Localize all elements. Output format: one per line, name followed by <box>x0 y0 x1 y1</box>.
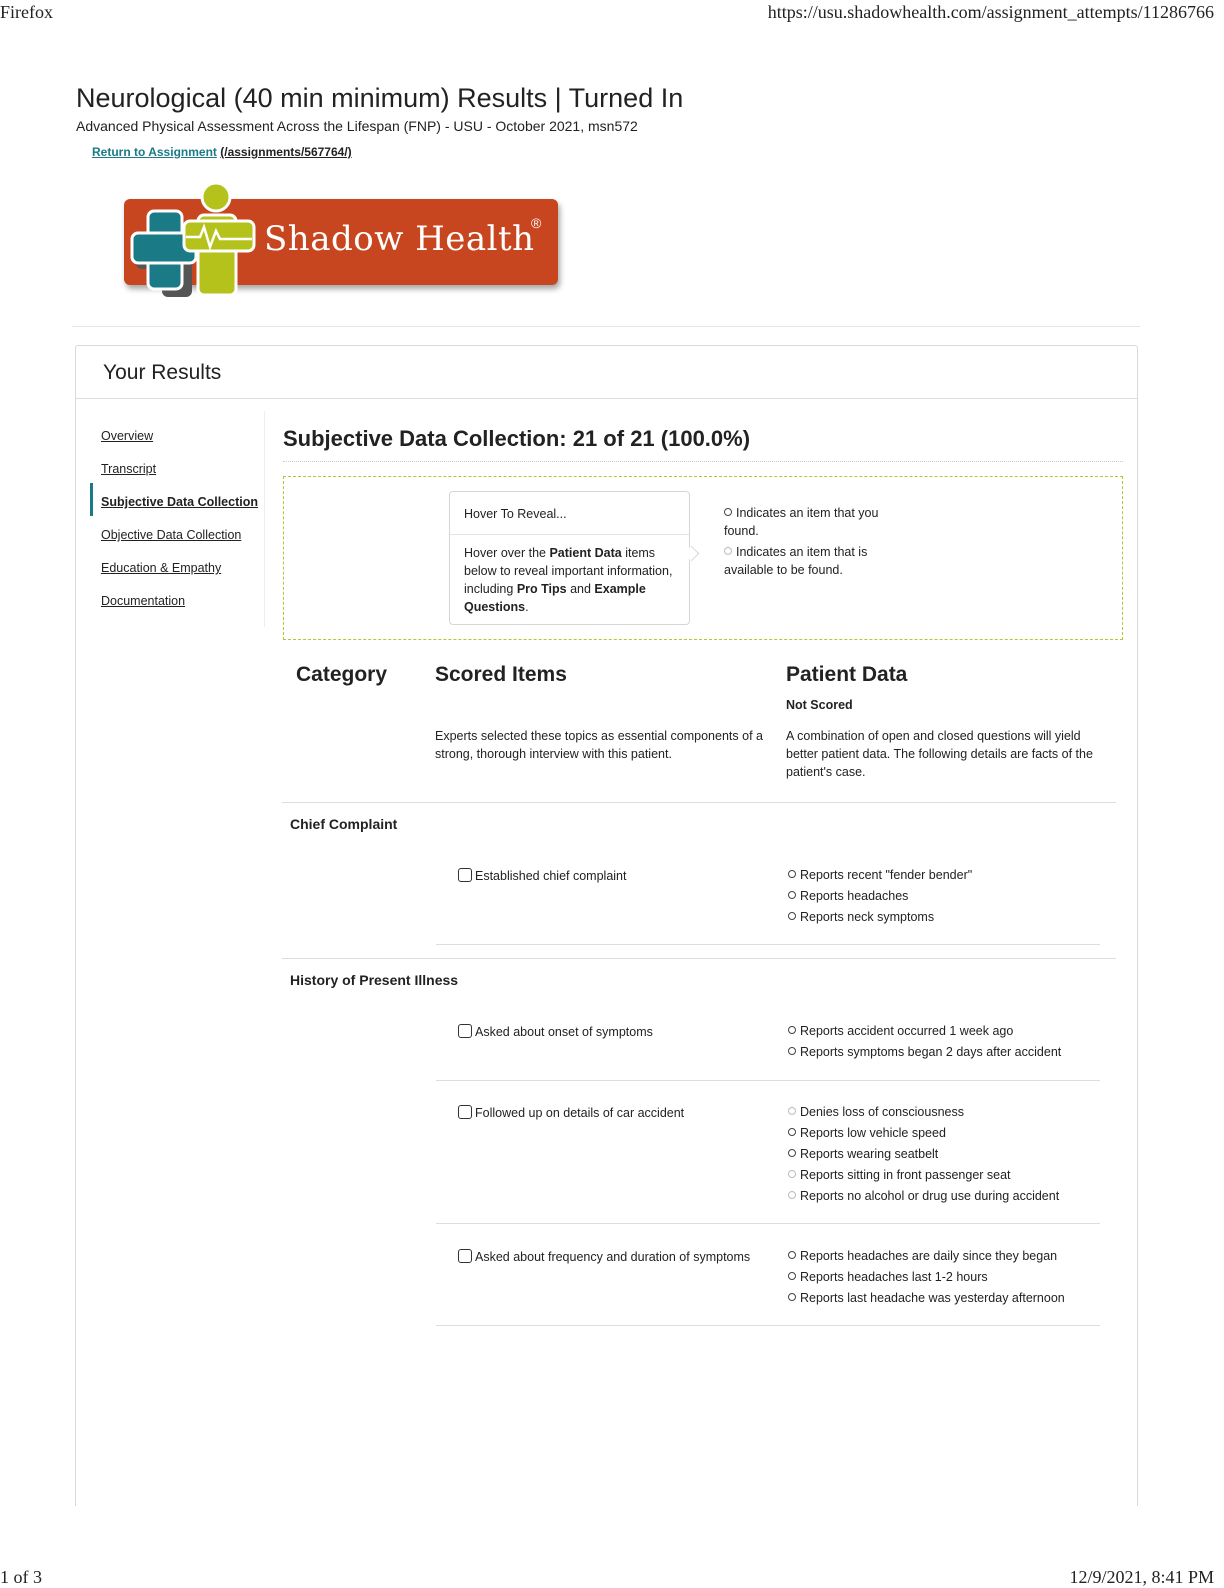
patient-data-text: Reports headaches are daily since they began <box>800 1249 1058 1263</box>
scored-item <box>458 1249 750 1264</box>
page-title: Neurological (40 min minimum) Results | Turned In <box>76 83 684 113</box>
found-circle-icon <box>788 1149 796 1157</box>
hover-card-body <box>464 544 682 616</box>
legend-box <box>283 476 1123 640</box>
item-divider <box>436 1223 1100 1224</box>
patient-data-item[interactable] <box>788 1270 1065 1291</box>
shadow-health-logo <box>118 181 566 301</box>
checkbox-icon <box>458 1249 472 1263</box>
patient-description: A combination of open and closed questions will yield better patient data. The following details are facts of the patient's case. <box>786 729 1093 779</box>
not-scored-label: Not Scored <box>786 698 853 712</box>
patient-data-text: Reports no alcohol or drug use during accident <box>800 1189 1060 1203</box>
print-header-url: https://usu.shadowhealth.com/assignment_attempts/11286766 <box>767 2 1214 22</box>
nav-subjective-data-collection[interactable]: Subjective Data Collection <box>101 495 258 509</box>
hover-card-text: . <box>525 600 529 614</box>
section-rule <box>283 461 1123 462</box>
logo-registered-mark: ® <box>531 215 542 231</box>
found-circle-icon <box>788 912 796 920</box>
logo-text: Shadow Health <box>264 219 535 259</box>
page-subtitle: Advanced Physical Assessment Across the Lifespan (FNP) - USU - October 2021, msn572 <box>76 118 638 134</box>
patient-data-item[interactable] <box>788 1126 1059 1147</box>
print-header-browser: Firefox <box>0 2 53 22</box>
patient-data-text: Reports last headache was yesterday afternoon <box>800 1291 1065 1305</box>
category-divider <box>282 802 1116 803</box>
found-circle-icon <box>788 1251 796 1259</box>
hover-card-bold: Example Questions <box>464 582 646 614</box>
available-circle-icon <box>788 1107 796 1115</box>
hover-card-divider <box>450 534 689 535</box>
patient-data-item[interactable] <box>788 1024 1061 1045</box>
results-title: Your Results <box>103 361 222 384</box>
results-panel <box>75 345 1138 1506</box>
patient-data-item[interactable] <box>788 1168 1059 1189</box>
results-header <box>76 346 1137 399</box>
patient-data-item[interactable] <box>788 910 972 931</box>
section-title: Subjective Data Collection: 21 of 21 (100.0%) <box>283 426 751 451</box>
item-divider <box>436 944 1100 945</box>
patient-data-item[interactable] <box>788 1291 1065 1312</box>
checkbox-icon <box>458 868 472 882</box>
active-nav-indicator <box>90 483 93 516</box>
column-category: Category <box>296 663 388 686</box>
legend-found-text: Indicates an item that you found. <box>724 506 879 538</box>
patient-data-list <box>788 868 972 931</box>
found-circle-icon <box>788 1026 796 1034</box>
nav-transcript[interactable]: Transcript <box>101 462 157 476</box>
patient-data-item[interactable] <box>788 1045 1061 1066</box>
scored-item-label: Followed up on details of car accident <box>475 1106 685 1120</box>
patient-data-text: Reports headaches <box>800 889 909 903</box>
item-divider <box>436 1080 1100 1081</box>
found-circle-icon <box>724 508 732 516</box>
patient-data-item[interactable] <box>788 1249 1065 1270</box>
hover-card-title: Hover To Reveal... <box>464 507 567 521</box>
hover-card-bold: Patient Data <box>549 546 622 560</box>
category-history-present-illness: History of Present Illness <box>290 972 459 988</box>
scored-item-label: Established chief complaint <box>475 869 627 883</box>
legend-found <box>724 504 894 540</box>
hover-to-reveal-card <box>449 491 690 625</box>
found-circle-icon <box>788 1047 796 1055</box>
patient-data-item[interactable] <box>788 1147 1059 1168</box>
found-circle-icon <box>788 891 796 899</box>
patient-data-text: Reports neck symptoms <box>800 910 935 924</box>
available-circle-icon <box>724 547 732 555</box>
checkbox-icon <box>458 1105 472 1119</box>
legend-available <box>724 543 894 579</box>
nav-overview[interactable]: Overview <box>101 429 154 443</box>
nav-education-empathy[interactable]: Education & Empathy <box>101 561 222 575</box>
patient-data-text: Reports headaches last 1-2 hours <box>800 1270 988 1284</box>
patient-data-text: Reports recent "fender bender" <box>800 868 973 882</box>
patient-data-text: Reports wearing seatbelt <box>800 1147 939 1161</box>
return-line <box>92 145 352 159</box>
divider <box>72 326 1140 327</box>
scored-item <box>458 1024 653 1039</box>
column-patient-data: Patient Data <box>786 663 908 686</box>
scored-item-label: Asked about onset of symptoms <box>475 1025 653 1039</box>
patient-data-text: Reports sitting in front passenger seat <box>800 1168 1011 1182</box>
scored-item-label: Asked about frequency and duration of symptoms <box>475 1250 751 1264</box>
item-divider <box>436 1325 1100 1326</box>
results-sidenav <box>90 411 265 627</box>
category-divider <box>282 958 1116 959</box>
patient-data-item[interactable] <box>788 889 972 910</box>
found-circle-icon <box>788 1293 796 1301</box>
scored-item <box>458 868 626 883</box>
scored-description: Experts selected these topics as essential components of a strong, thorough interview with this patient. <box>435 729 763 761</box>
available-circle-icon <box>788 1170 796 1178</box>
print-footer-datetime: 12/9/2021, 8:41 PM <box>1069 1567 1214 1587</box>
nav-objective-data-collection[interactable]: Objective Data Collection <box>101 528 242 542</box>
patient-data-list <box>788 1249 1065 1312</box>
found-circle-icon <box>788 870 796 878</box>
patient-data-item[interactable] <box>788 1105 1059 1126</box>
hover-card-text: Hover over the <box>464 546 550 560</box>
logo-figure-icon <box>128 181 258 301</box>
found-circle-icon <box>788 1128 796 1136</box>
patient-data-item[interactable] <box>788 868 972 889</box>
found-circle-icon <box>788 1272 796 1280</box>
hover-card-bold: Pro Tips <box>516 582 567 596</box>
patient-data-text: Reports accident occurred 1 week ago <box>800 1024 1014 1038</box>
patient-data-text: Reports low vehicle speed <box>800 1126 946 1140</box>
return-path: (/assignments/567764/) <box>220 145 352 159</box>
nav-documentation[interactable]: Documentation <box>101 594 186 608</box>
hover-card-text: and <box>566 582 595 596</box>
available-circle-icon <box>788 1191 796 1199</box>
legend-available-text: Indicates an item that is available to be found. <box>724 545 868 577</box>
column-scored-items: Scored Items <box>435 663 567 686</box>
patient-data-text: Reports symptoms began 2 days after accident <box>800 1045 1062 1059</box>
patient-data-item[interactable] <box>788 1189 1059 1210</box>
return-to-assignment-link[interactable]: Return to Assignment <box>92 145 217 159</box>
hover-card-text: items below to reveal important information, including <box>464 546 673 596</box>
print-footer-page: 1 of 3 <box>0 1567 42 1587</box>
patient-data-list <box>788 1105 1059 1210</box>
hover-card-arrow <box>684 546 700 562</box>
patient-data-text: Denies loss of consciousness <box>800 1105 964 1119</box>
patient-data-list <box>788 1024 1061 1066</box>
category-chief-complaint: Chief Complaint <box>290 816 398 832</box>
scored-item <box>458 1105 684 1120</box>
checkbox-icon <box>458 1024 472 1038</box>
